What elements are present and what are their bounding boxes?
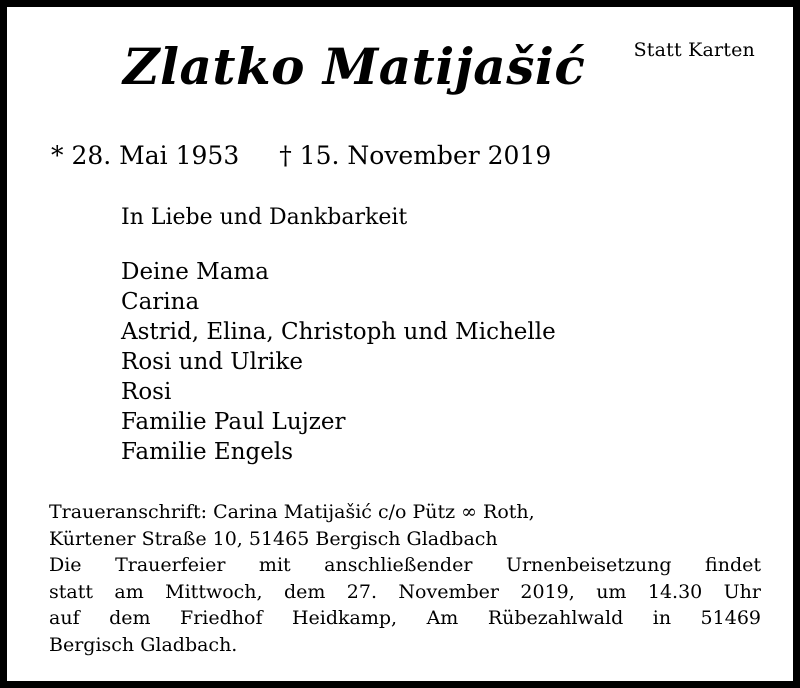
statt-karten-note: Statt Karten xyxy=(633,39,755,61)
funeral-info xyxy=(49,499,761,658)
ceremony-line: auf dem Friedhof Heidkamp, Am Rübezahlwald in 51469 xyxy=(49,607,761,629)
mourner-item: Rosi und Ulrike xyxy=(121,349,303,375)
death-date: † 15. November 2019 xyxy=(279,141,552,170)
mourner-item: Rosi xyxy=(121,379,172,405)
address-line: Kürtener Straße 10, 51465 Bergisch Gladbach xyxy=(49,527,498,550)
mourner-item: Carina xyxy=(121,289,200,315)
address-line: Traueranschrift: Carina Matijašić c/o Pütz ∞ Roth, xyxy=(49,501,535,523)
mourner-item: Familie Engels xyxy=(121,439,294,465)
intro-line: In Liebe und Dankbarkeit xyxy=(121,205,408,230)
ceremony-line: Die Trauerfeier mit anschließender Urnenbeisetzung findet xyxy=(49,554,761,576)
ceremony-line: statt am Mittwoch, dem 27. November 2019, um 14.30 Uhr xyxy=(49,580,761,603)
mourner-item: Astrid, Elina, Christoph und Michelle xyxy=(121,319,556,345)
mourner-item: Familie Paul Lujzer xyxy=(121,409,346,435)
mourner-item: Deine Mama xyxy=(121,259,269,285)
mourners-list xyxy=(121,257,556,467)
deceased-name: Zlatko Matijašić xyxy=(123,37,586,96)
birth-date: * 28. Mai 1953 xyxy=(51,141,240,170)
ceremony-line: Bergisch Gladbach. xyxy=(49,633,238,656)
life-dates xyxy=(51,141,551,170)
